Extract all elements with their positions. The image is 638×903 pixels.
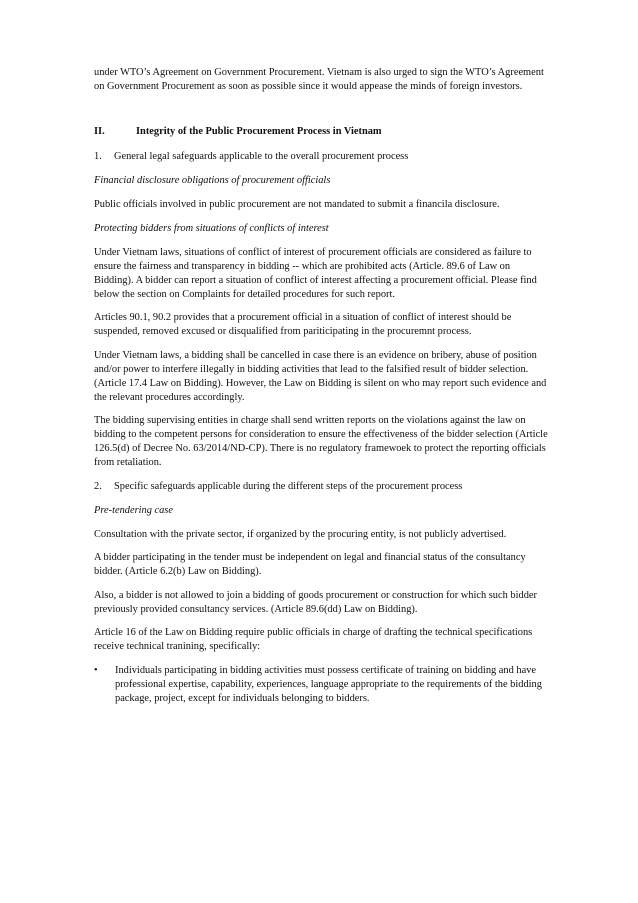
paragraph-articles-90: Articles 90.1, 90.2 provides that a procurement official in a situation of conflict of interest should be suspended, removed excused or disqualified from pariticipating in the procuremnt process. bbox=[94, 312, 512, 337]
paragraph-conflict-laws: Under Vietnam laws, situations of conflict of interest of procurement officials are considered as failure to ensure the fairness and transparency in bidding -- which are prohibited acts (Article. 89.6 of Law on Bidding). A bidder can report a situation of conflict of interest affecting a procurement official. Please find below the section on Complaints for detailed procedures for such report. bbox=[94, 246, 537, 300]
paragraph-bidding-cancelled: Under Vietnam laws, a bidding shall be cancelled in case there is an evidence on bribery, abuse of position and/or power to interfere illegally in bidding activities that lead to the falsified result of bidder selection. (Article 17.4 Law on Bidding). However, the Law on Bidding is silent on who may report such evidence and the relevant procedures accordingly. bbox=[94, 349, 547, 403]
numbered-heading-2 bbox=[94, 480, 550, 494]
section-number: II. bbox=[94, 126, 105, 137]
subheading-pre-tendering: Pre-tendering case bbox=[94, 504, 173, 516]
section-heading bbox=[94, 125, 550, 139]
document-body bbox=[94, 66, 550, 706]
numbered-heading-1 bbox=[94, 150, 550, 164]
item-number: 2. bbox=[94, 480, 102, 492]
paragraph-article-16: Article 16 of the Law on Bidding require public officials in charge of drafting the technical specifications receive technical tranining, specifically: bbox=[94, 627, 533, 652]
item-number: 1. bbox=[94, 151, 102, 162]
paragraph-consultation: Consultation with the private sector, if organized by the procuring entity, is not publicly advertised. bbox=[94, 528, 507, 540]
paragraph-supervising-entities: The bidding supervising entities in charge shall send written reports on the violations against the law on bidding to the competent persons for consideration to ensure the effectiveness of the bidder selection (Article 126.5(d) of Decree No. 63/2014/ND-CP). There is no regulatory framewoek to protect the reporting officials from retaliation. bbox=[94, 415, 548, 468]
paragraph-independence: A bidder participating in the tender must be independent on legal and financial status of the consultancy bidder. (Article 6.2(b) Law on Bidding). bbox=[94, 552, 526, 577]
list-item-text: Individuals participating in bidding activities must possess certificate of training on bidding and have professional expertise, capability, experiences, language appropriate to the requirements of the bidding package, project, except for individuals belonging to bidders. bbox=[115, 664, 542, 704]
paragraph-disclosure: Public officials involved in public procurement are not mandated to submit a financila disclosure. bbox=[94, 199, 500, 210]
item-text: Specific safeguards applicable during the different steps of the procurement process bbox=[114, 480, 463, 492]
paragraph-wto: under WTO’s Agreement on Government Procurement. Vietnam is also urged to sign the WTO’s Agreement on Government Procurement as soon as possible since it would appease the minds of foreign investors. bbox=[94, 67, 544, 92]
section-title: Integrity of the Public Procurement Process in Vietnam bbox=[136, 126, 382, 137]
bullet-icon: • bbox=[94, 664, 98, 676]
item-text: General legal safeguards applicable to the overall procurement process bbox=[114, 151, 409, 162]
paragraph-prior-consultancy: Also, a bidder is not allowed to join a bidding of goods procurement or construction for which such bidder previously provided consultancy services. (Article 89.6(dd) Law on Bidding). bbox=[94, 589, 537, 615]
subheading-financial-disclosure: Financial disclosure obligations of procurement officials bbox=[94, 175, 331, 186]
subheading-conflicts: Protecting bidders from situations of conflicts of interest bbox=[94, 222, 329, 234]
list-item bbox=[94, 664, 550, 706]
